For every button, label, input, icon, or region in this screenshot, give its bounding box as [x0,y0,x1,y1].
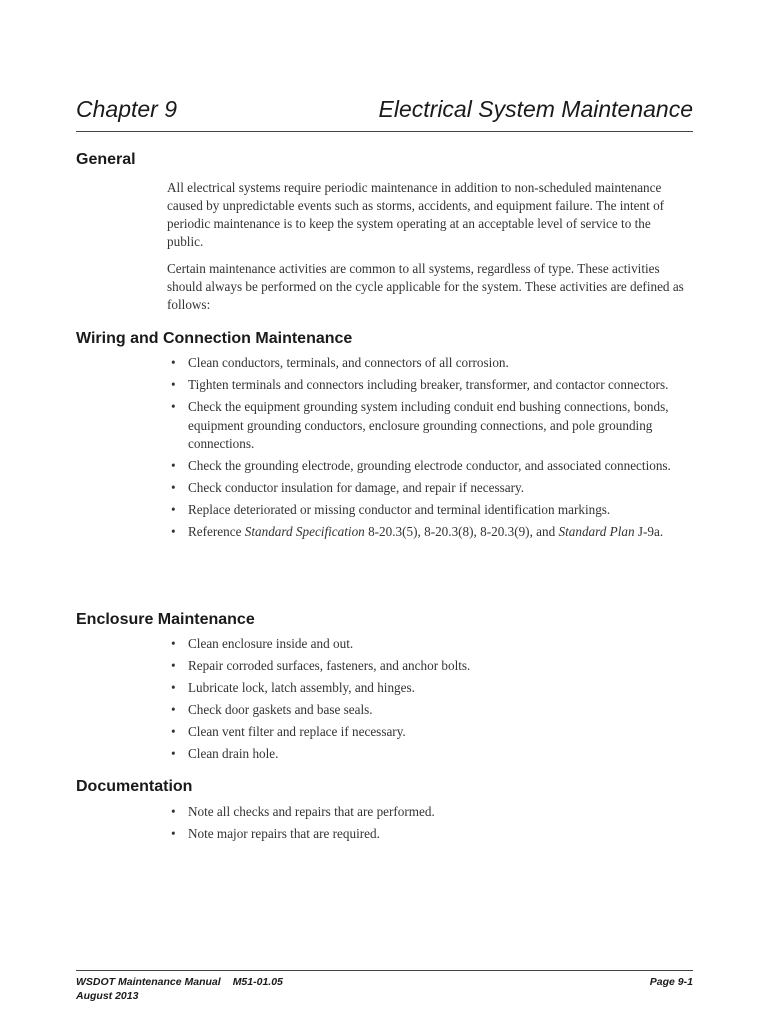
footer-manual-info [76,975,283,1003]
footer-manual-name: WSDOT Maintenance Manual [76,976,221,988]
bullet-icon: • [171,524,176,539]
bullet-icon: • [171,702,176,717]
section-heading-documentation: Documentation [76,778,193,795]
footer-page-number: Page 9-1 [649,976,693,988]
section-heading-general: General [76,151,136,168]
bullet-icon: • [171,480,176,495]
bullet-icon: • [171,502,176,517]
chapter-title: Electrical System Maintenance [378,96,693,122]
list-item-text: Note all checks and repairs that are performed. [188,804,435,819]
bullet-icon: • [171,826,176,841]
list-item [171,825,696,844]
list-item [171,501,696,520]
list-item [171,479,696,498]
list-item-text: Clean vent filter and replace if necessary. [188,724,406,739]
bullet-icon: • [171,636,176,651]
section-heading-enclosure: Enclosure Maintenance [76,611,255,628]
bullet-icon: • [171,458,176,473]
list-item [171,803,696,822]
list-item-text: Clean enclosure inside and out. [188,636,354,651]
wiring-list [171,354,696,545]
list-item-text: Clean drain hole. [188,746,279,761]
list-item-text: Check the equipment grounding system including conduit end bushing connections, bonds, equipment grounding conductors, enclosure grounding connections, and pole grounding connections. [188,399,669,451]
section-heading-wiring: Wiring and Connection Maintenance [76,330,353,347]
general-paragraph-2: Certain maintenance activities are common to all systems, regardless of type. These activities should always be performed on the cycle applicable for the system. These activities are defined as follows: [167,261,684,312]
bullet-icon: • [171,746,176,761]
list-item-text: Replace deteriorated or missing conductor and terminal identification markings. [188,502,611,517]
general-paragraph-1: All electrical systems require periodic maintenance in addition to non-scheduled maintenance caused by unpredictable events such as storms, accidents, and equipment failure. The intent of periodic maintenance is to keep the system operating at an acceptable level of service to the public. [167,180,665,249]
list-item [171,679,696,698]
list-item [171,745,696,764]
list-item [171,376,696,395]
bullet-icon: • [171,658,176,673]
list-item-text: Lubricate lock, latch assembly, and hinges. [188,680,415,695]
reference-suffix: J-9a. [634,524,664,539]
list-item [171,701,696,720]
list-item-text: Clean conductors, terminals, and connectors of all corrosion. [188,355,509,370]
list-item-text: Note major repairs that are required. [188,826,380,841]
reference-prefix: Reference [188,524,245,539]
header-rule [76,131,693,132]
footer-manual-number: M51-01.05 [232,976,283,988]
documentation-list [171,803,696,847]
chapter-number: Chapter 9 [76,96,178,122]
footer-date: August 2013 [76,990,139,1002]
reference-standard-plan: Standard Plan [558,524,635,539]
bullet-icon: • [171,724,176,739]
list-item [171,723,696,742]
list-item [171,398,696,454]
bullet-icon: • [171,804,176,819]
list-item [171,635,696,654]
list-item-text: Check door gaskets and base seals. [188,702,373,717]
list-item-text: Tighten terminals and connectors including breaker, transformer, and contactor connectors. [188,377,669,392]
page-header [76,96,693,130]
list-item-reference [171,523,696,542]
footer-rule [76,970,693,971]
bullet-icon: • [171,355,176,370]
list-item [171,354,696,373]
reference-standard-specification: Standard Specification [244,524,365,539]
bullet-icon: • [171,399,176,414]
list-item-text: Check conductor insulation for damage, and repair if necessary. [188,480,525,495]
list-item-text: Check the grounding electrode, grounding electrode conductor, and associated connections. [188,458,671,473]
list-item [171,457,696,476]
list-item [171,657,696,676]
bullet-icon: • [171,377,176,392]
bullet-icon: • [171,680,176,695]
enclosure-list [171,635,696,767]
list-item-text: Repair corroded surfaces, fasteners, and anchor bolts. [188,658,471,673]
reference-sections: 8-20.3(5), 8-20.3(8), 8-20.3(9), and [364,524,559,539]
